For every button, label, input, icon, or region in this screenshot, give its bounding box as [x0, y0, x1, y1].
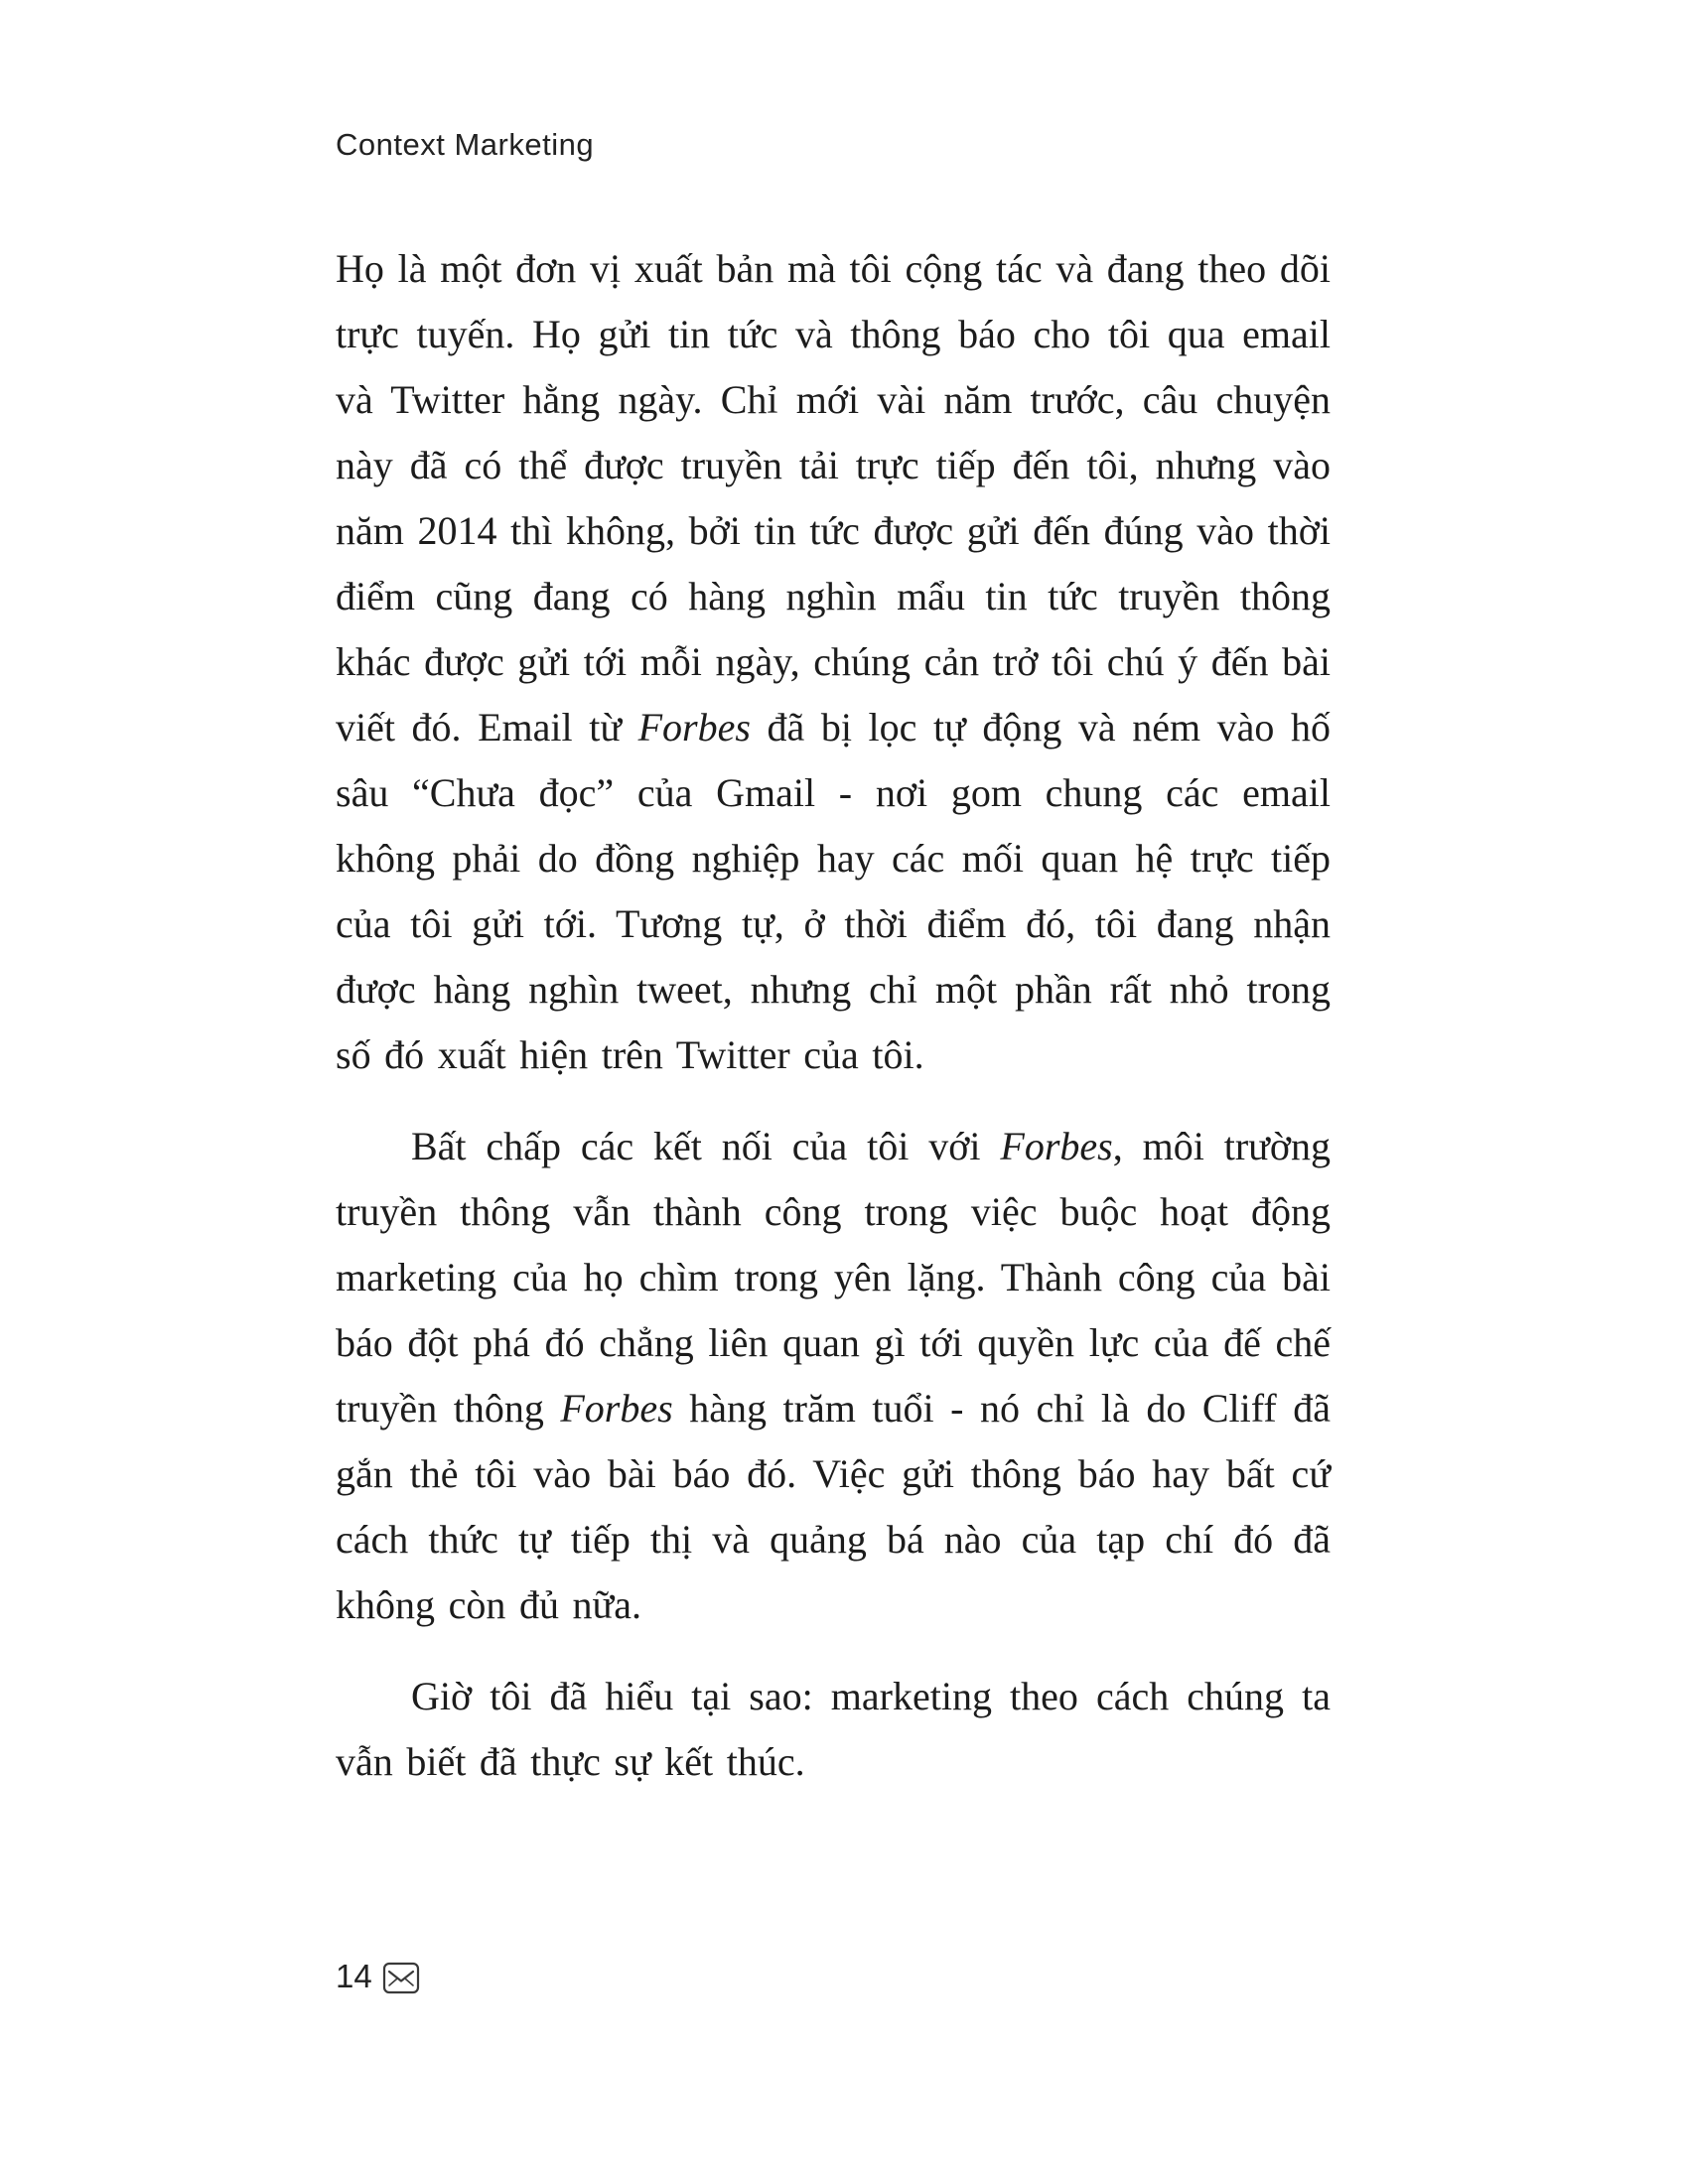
text-segment: Giờ tôi đã hiểu tại sao: marketing theo cách chúng ta vẫn biết đã thực sự kết thúc. — [336, 1674, 1331, 1784]
italic-text: Forbes — [637, 705, 751, 750]
paragraph — [336, 1664, 1331, 1795]
body-text — [336, 236, 1331, 1821]
paragraph — [336, 1114, 1331, 1638]
text-segment: , môi trường truyền thông vẫn thành công trong việc buộc hoạt động marketing của họ chìm trong yên lặng. Thành công của bài báo đột phá đó chẳng liên quan gì tới quyền lực của đế chế truyền thông — [336, 1124, 1331, 1431]
italic-text: Forbes — [560, 1386, 673, 1431]
text-segment: Họ là một đơn vị xuất bản mà tôi cộng tác và đang theo dõi trực tuyến. Họ gửi tin tức và thông báo cho tôi qua email và Twitter hằng ngày. Chỉ mới vài năm trước, câu chuyện này đã có thể được truyền tải trực tiếp đến tôi, nhưng vào năm 2014 thì không, bởi tin tức được gửi đến đúng vào thời điểm cũng đang có hàng nghìn mẩu tin tức truyền thông khác được gửi tới mỗi ngày, chúng cản trở tôi chú ý đến bài viết đó. Email từ — [336, 246, 1331, 750]
running-header: Context Marketing — [336, 127, 595, 162]
envelope-icon — [382, 1962, 420, 1994]
paragraph — [336, 236, 1331, 1088]
page-number: 14 — [336, 1958, 372, 1994]
page-footer — [336, 1958, 420, 1995]
italic-text: Forbes — [1000, 1124, 1113, 1168]
text-segment: đã bị lọc tự động và ném vào hố sâu “Chưa đọc” của Gmail - nơi gom chung các email không phải do đồng nghiệp hay các mối quan hệ trực tiếp của tôi gửi tới. Tương tự, ở thời điểm đó, tôi đang nhận được hàng nghìn tweet, nhưng chỉ một phần rất nhỏ trong số đó xuất hiện trên Twitter của tôi. — [336, 705, 1332, 1077]
text-segment: hàng trăm tuổi - nó chỉ là do Cliff đã gắn thẻ tôi vào bài báo đó. Việc gửi thông báo hay bất cứ cách thức tự tiếp thị và quảng bá nào của tạp chí đó đã không còn đủ nữa. — [336, 1386, 1331, 1627]
text-segment: Bất chấp các kết nối của tôi với — [411, 1124, 1001, 1168]
